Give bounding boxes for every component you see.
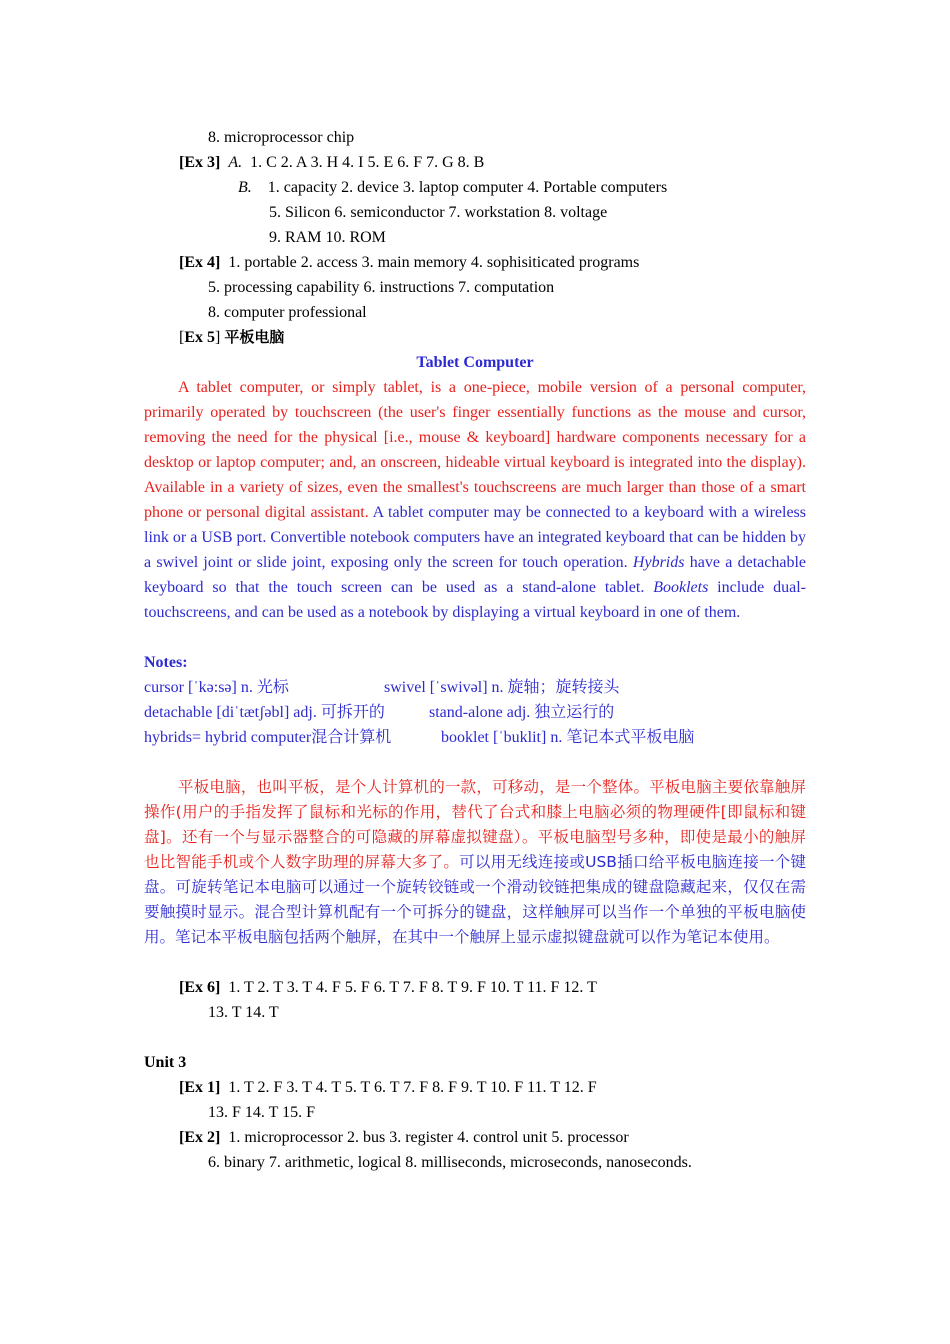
passage-blue-part-3: include dual-touchscreens, and can be used as a notebook by displaying a virtual keyboard in one of them. <box>144 579 806 621</box>
ex2-answer-line: 8. microprocessor chip <box>208 129 355 146</box>
translation-blue-part: 可以用无线连接或USB插口给平板电脑连接一个键盘。可旋转笔记本电脑可以通过一个旋转铰链或一个滑动铰链把集成的键盘隐藏起来，仅仅在需要触摸时显示。混合型计算机配有一个可拆分的键盘，这样触屏可以当作一个单独的平板电脑使用。笔记本平板电脑包括两个触屏，在其中一个触屏上显示虚拟键盘就可以作为笔记本使用。 <box>144 853 806 946</box>
ex3-b-answers-1: 1. capacity 2. device 3. laptop computer 4. Portable computers <box>267 179 668 196</box>
ex3-label: [Ex 3] <box>179 154 221 171</box>
passage-booklets: Booklets <box>653 579 709 596</box>
ex4-label: [Ex 4] <box>179 254 221 271</box>
ex6-answers-1: 1. T 2. T 3. T 4. F 5. F 6. T 7. F 8. T 9. F 10. T 11. F 12. T <box>228 979 597 996</box>
ex4-line1 <box>144 250 806 275</box>
note-hybrids: hybrids= hybrid computer混合计算机 <box>144 729 392 746</box>
translation-red-part: 平板电脑，也叫平板，是个人计算机的一款，可移动，是一个整体。平板电脑主要依靠触屏操作(用户的手指发挥了鼠标和光标的作用，替代了台式和膝上电脑必须的物理硬件[即鼠标和键盘]。还有一个与显示器整合的可隐藏的屏幕虚拟键盘）。平板电脑型号多种，即使是最小的触屏也比智能手机或个人数字助理的屏幕大多了。 <box>144 778 806 871</box>
ex3-a-label: A. <box>228 154 243 171</box>
ex5-heading: [Ex 5] 平板电脑 <box>179 328 285 346</box>
unit3-ex2-label: [Ex 2] <box>179 1129 221 1146</box>
chinese-translation <box>144 775 806 950</box>
passage-blue-part-1: A tablet computer may be connected to a keyboard with a wireless link or a USB port. Convertible notebook computers have an integrated keyboard that can be hidden by a swivel joint or slide joint, exposing only the screen for touch operation. <box>144 504 807 571</box>
unit3-ex1-answers-1: 1. T 2. F 3. T 4. T 5. T 6. T 7. F 8. F 9. T 10. F 11. T 12. F <box>228 1079 597 1096</box>
ex3-a-line <box>144 150 806 175</box>
unit3-ex2-answers-1: 1. microprocessor 2. bus 3. register 4. control unit 5. processor <box>228 1129 629 1146</box>
unit3-heading: Unit 3 <box>144 1054 187 1071</box>
ex3-b-label: B. <box>238 179 252 196</box>
notes-row-2 <box>144 700 806 725</box>
note-swivel: swivel [ˈswivəl] n. 旋轴；旋转接头 <box>384 679 620 696</box>
passage-title: Tablet Computer <box>416 354 534 371</box>
ex3-b-line3: 9. RAM 10. ROM <box>269 229 386 246</box>
note-booklet: booklet [ˈbuklit] n. 笔记本式平板电脑 <box>441 729 695 746</box>
unit3-ex1-label: [Ex 1] <box>179 1079 221 1096</box>
english-passage <box>144 375 806 625</box>
ex5-label-cn: 平板电脑 <box>224 328 285 346</box>
document-page <box>144 125 806 1175</box>
ex4-answers-1: 1. portable 2. access 3. main memory 4. sophisiticated programs <box>228 254 640 271</box>
ex6-label: [Ex 6] <box>179 979 221 996</box>
notes-heading: Notes: <box>144 654 188 671</box>
note-stand-alone: stand-alone adj. 独立运行的 <box>429 704 615 721</box>
unit3-ex1-line1 <box>144 1075 806 1100</box>
unit3-ex2-line1 <box>144 1125 806 1150</box>
ex4-line3: 8. computer professional <box>208 304 367 321</box>
unit3-ex2-line2: 6. binary 7. arithmetic, logical 8. milliseconds, microseconds, nanoseconds. <box>208 1154 692 1171</box>
passage-blue-part-2: have a detachable keyboard so that the touch screen can be used as a stand-alone tablet. <box>144 554 807 596</box>
ex6-line1 <box>144 975 806 1000</box>
ex6-line2: 13. T 14. T <box>208 1004 279 1021</box>
passage-red-part: A tablet computer, or simply tablet, is a one-piece, mobile version of a personal computer, primarily operated by touchscreen (the user's finger essentially functions as the mouse and cursor, removing the need for the physical [i.e., mouse & keyboard] hardware components necessary for a desktop or laptop computer; and, an onscreen, hideable virtual keyboard is integrated into the display). Available in a variety of sizes, even the smallest's touchscreens are much larger than those of a smart phone or personal digital assistant. <box>144 379 806 521</box>
ex3-a-answers: 1. C 2. A 3. H 4. I 5. E 6. F 7. G 8. B <box>250 154 485 171</box>
note-cursor: cursor [ˈkə:sə] n. 光标 <box>144 679 289 696</box>
note-detachable: detachable [diˈtætʃəbl] adj. 可拆开的 <box>144 704 385 721</box>
unit3-ex1-line2: 13. F 14. T 15. F <box>208 1104 315 1121</box>
ex3-b-line1 <box>144 175 806 200</box>
notes-row-1 <box>144 675 806 700</box>
notes-row-3 <box>144 725 806 750</box>
ex4-line2: 5. processing capability 6. instructions 7. computation <box>208 279 555 296</box>
passage-hybrids: Hybrids <box>632 554 685 571</box>
ex3-b-line2: 5. Silicon 6. semiconductor 7. workstation 8. voltage <box>269 204 608 221</box>
